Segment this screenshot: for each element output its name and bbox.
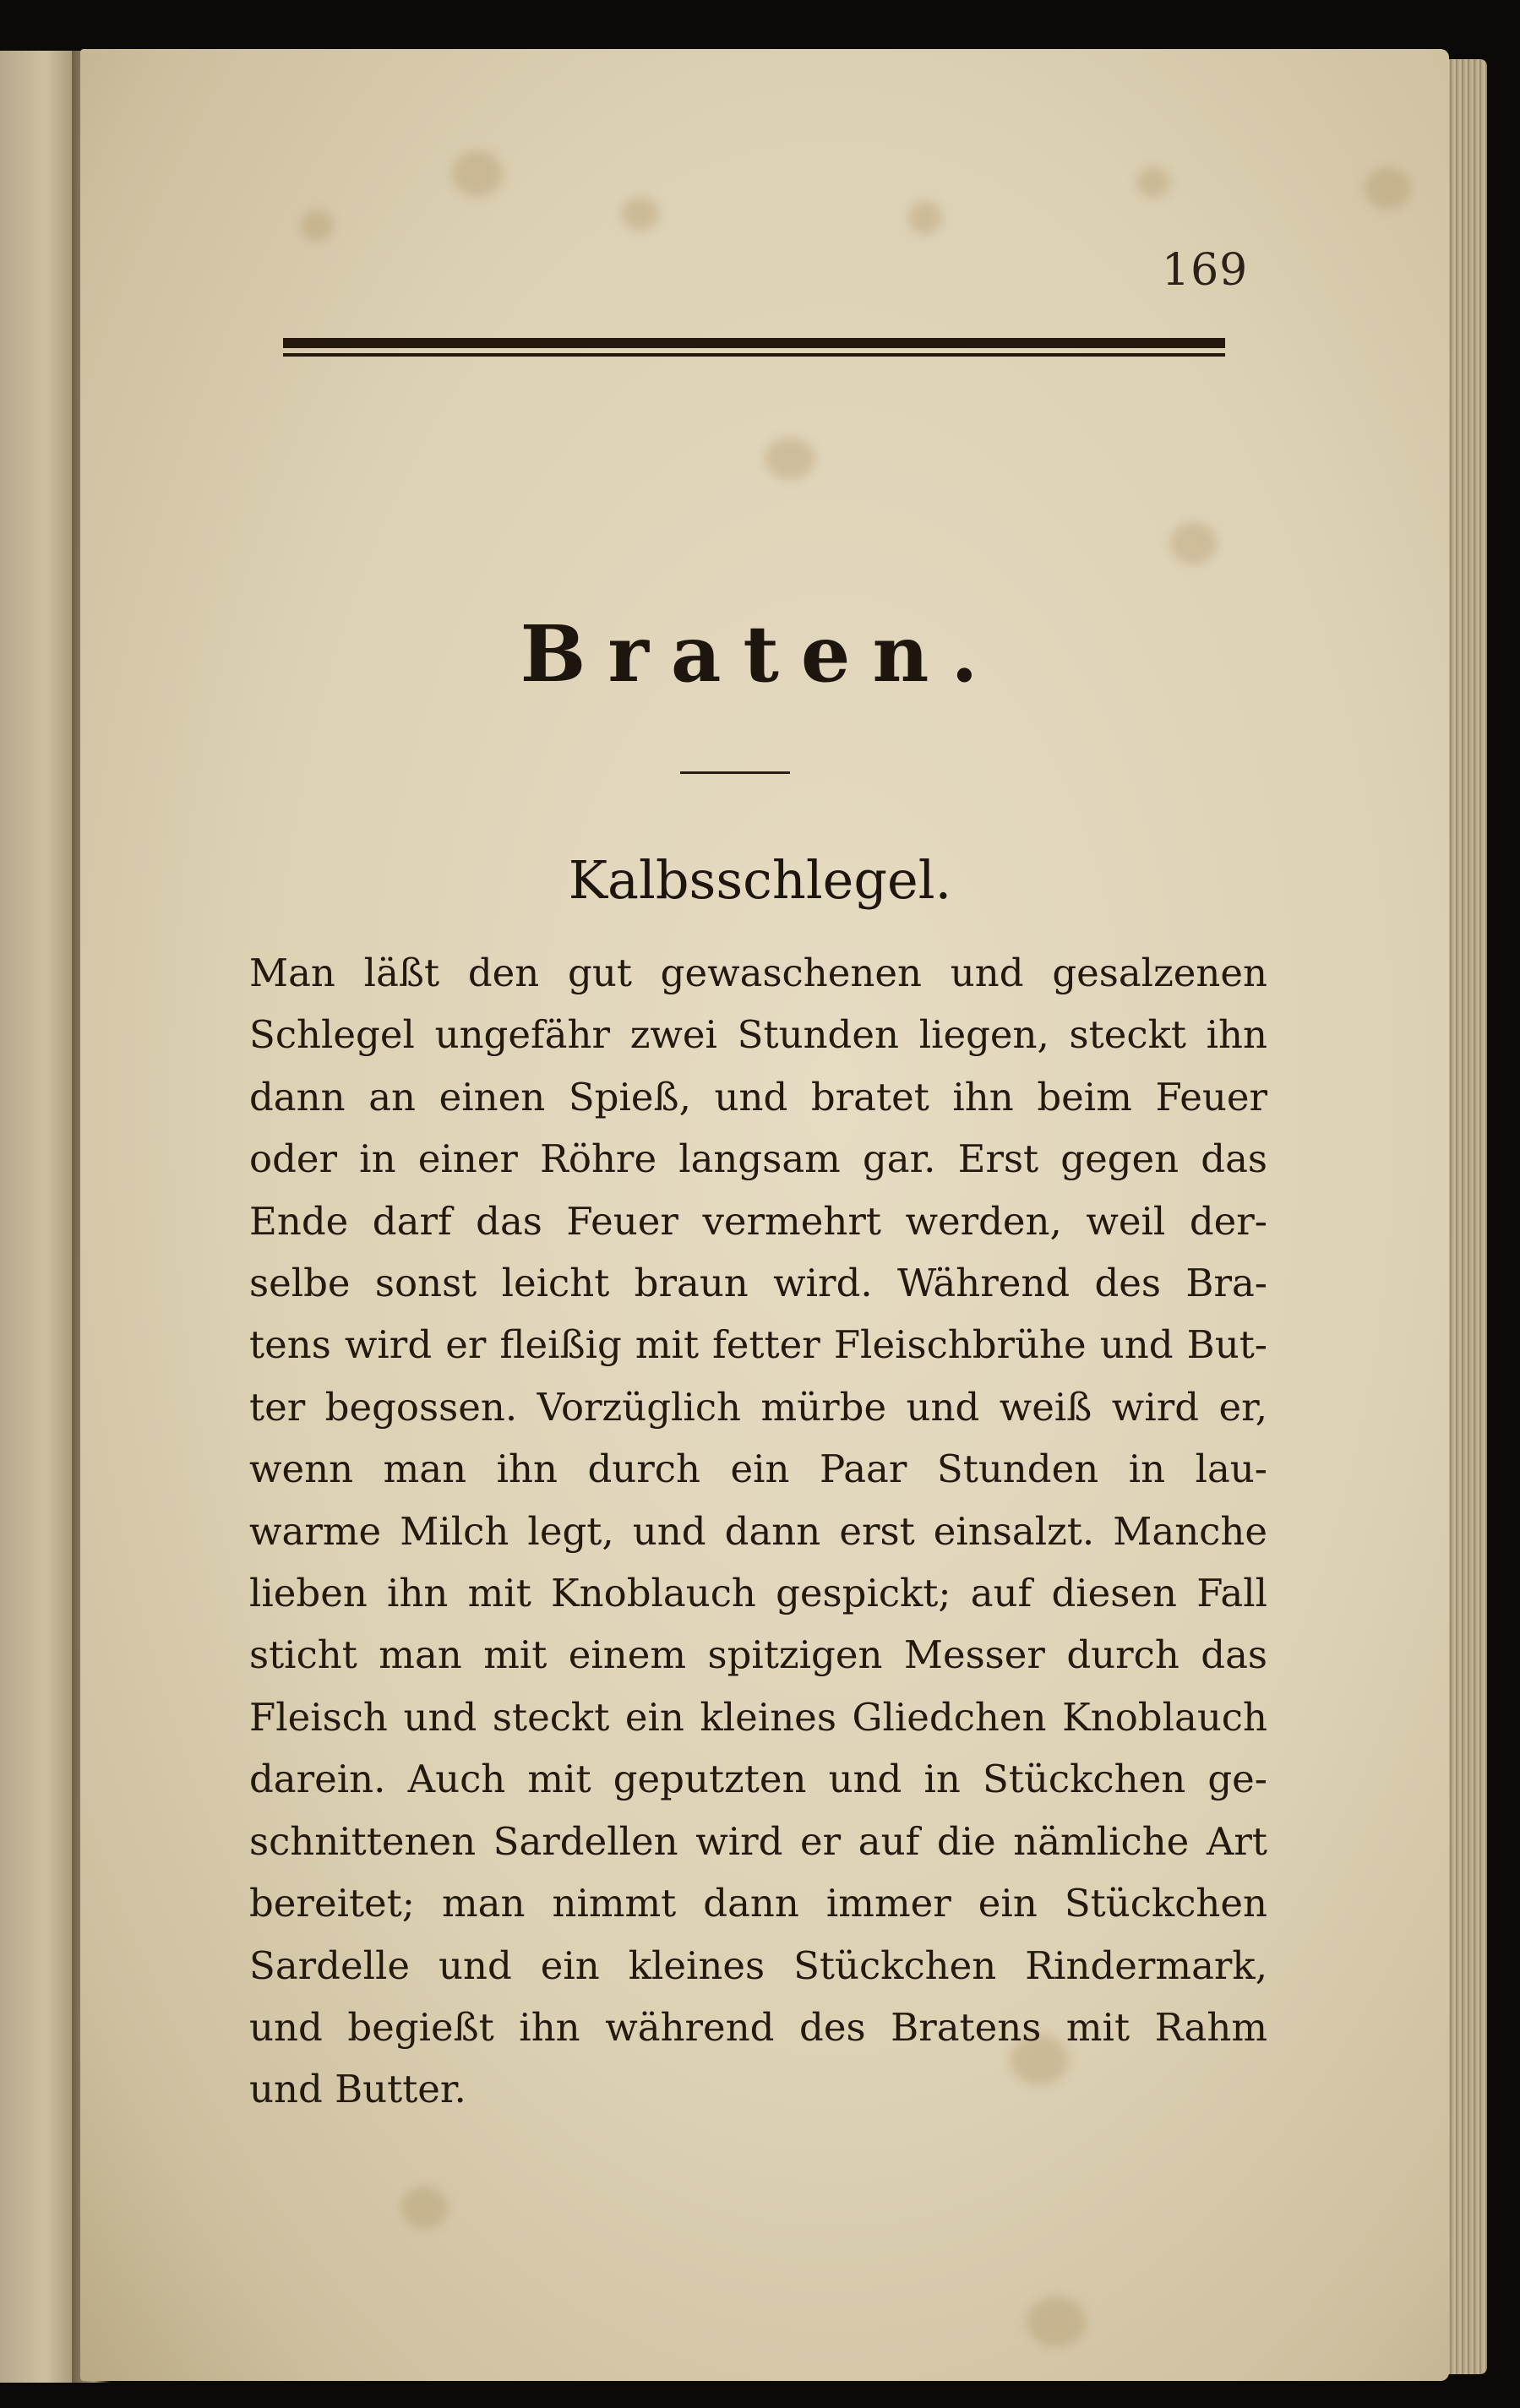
header-rule	[283, 338, 1225, 348]
body-line: und Butter.	[249, 2067, 466, 2112]
body-line: Man läßt den gut gewaschenen und gesalzenen	[249, 951, 1267, 995]
body-line: lieben ihn mit Knoblauch gespickt; auf diesen Fall	[249, 1571, 1267, 1616]
foxing-spot	[1136, 167, 1170, 198]
body-line: dann an einen Spieß, und bratet ihn beim Feuer	[249, 1074, 1267, 1120]
foxing-spot	[621, 197, 659, 231]
body-line: Ende darf das Feuer vermehrt werden, weil der-	[249, 1198, 1267, 1244]
body-line: sticht man mit einem spitzigen Messer durch das	[249, 1632, 1267, 1678]
foxing-spot	[1027, 2296, 1086, 2347]
left-page-edge	[0, 51, 79, 2383]
body-line: schnittenen Sardellen wird er auf die nämliche Art	[249, 1818, 1267, 1864]
recipe-title: Kalbsschlegel.	[568, 849, 952, 911]
body-line: oder in einer Röhre langsam gar. Erst gegen das	[249, 1136, 1267, 1182]
foxing-spot	[300, 210, 334, 242]
body-line: darein. Auch mit geputzten und in Stückchen ge-	[249, 1757, 1267, 1802]
recipe-body	[249, 942, 1267, 2121]
foxing-spot	[765, 438, 815, 480]
foxing-spot	[1365, 167, 1411, 210]
body-line: ter begossen. Vorzüglich mürbe und weiß wird er,	[249, 1384, 1267, 1430]
body-line: selbe sonst leicht braun wird. Während des Bra-	[249, 1261, 1267, 1306]
foxing-spot	[1170, 522, 1217, 564]
body-line: Schlegel ungefähr zwei Stunden liegen, steckt ihn	[249, 1012, 1267, 1058]
foxing-spot	[401, 2187, 448, 2229]
body-line: tens wird er fleißig mit fetter Fleischbrühe und But-	[249, 1322, 1267, 1368]
body-line: bereitet; man nimmt dann immer ein Stückchen	[249, 1881, 1267, 1926]
body-line: warme Milch legt, und dann erst einsalzt. Manche	[249, 1508, 1267, 1554]
header-rule-thin	[283, 353, 1225, 357]
section-title: Braten.	[520, 608, 1000, 700]
body-line: wenn man ihn durch ein Paar Stunden in lau-	[249, 1446, 1267, 1492]
page-stack-edge	[1446, 59, 1487, 2374]
body-line: Sardelle und ein kleines Stückchen Rindermark,	[249, 1942, 1267, 1988]
foxing-spot	[908, 201, 942, 235]
section-divider	[680, 771, 790, 774]
page-number: 169	[1162, 245, 1249, 296]
foxing-spot	[452, 150, 503, 197]
body-line: Fleisch und steckt ein kleines Gliedchen Knoblauch	[249, 1694, 1267, 1740]
body-line: und begießt ihn während des Bratens mit Rahm	[249, 2004, 1267, 2050]
